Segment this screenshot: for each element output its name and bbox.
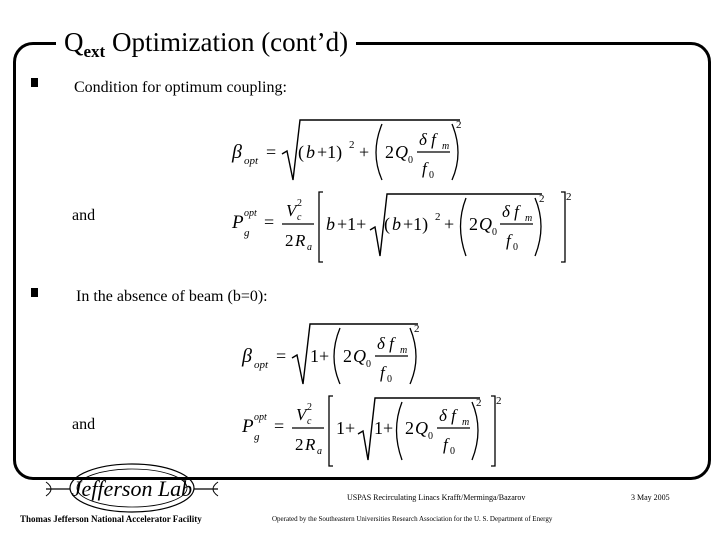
svg-text:opt: opt bbox=[244, 208, 257, 219]
svg-text:1+: 1+ bbox=[336, 418, 356, 438]
svg-text:b: b bbox=[392, 214, 401, 234]
svg-text:0: 0 bbox=[387, 374, 392, 385]
svg-text:0: 0 bbox=[429, 170, 434, 181]
svg-text:m: m bbox=[400, 345, 408, 356]
footer-date: 3 May 2005 bbox=[631, 493, 670, 502]
svg-text:0: 0 bbox=[450, 446, 455, 457]
svg-text:2: 2 bbox=[539, 193, 545, 205]
equation-power-opt-no-beam bbox=[240, 390, 510, 475]
svg-text:f: f bbox=[506, 231, 511, 250]
svg-text:2: 2 bbox=[285, 231, 294, 250]
svg-text:m: m bbox=[525, 213, 533, 224]
jefferson-lab-logo bbox=[42, 460, 222, 516]
bullet-marker-1 bbox=[31, 78, 38, 87]
svg-text:R: R bbox=[295, 231, 306, 250]
svg-text:2: 2 bbox=[307, 402, 312, 413]
bullet-marker-2 bbox=[31, 288, 38, 297]
svg-text:P: P bbox=[232, 212, 244, 233]
equation-beta-opt bbox=[230, 114, 470, 189]
svg-text:opt: opt bbox=[244, 155, 259, 167]
svg-text:(: ( bbox=[384, 214, 390, 234]
svg-text:0: 0 bbox=[492, 227, 497, 238]
svg-text:f: f bbox=[443, 435, 448, 454]
svg-text:2: 2 bbox=[435, 211, 441, 223]
svg-text:0: 0 bbox=[408, 155, 413, 166]
svg-text:0: 0 bbox=[513, 242, 518, 253]
svg-text:V: V bbox=[286, 201, 297, 220]
svg-text:g: g bbox=[254, 431, 260, 443]
and-label-1: and bbox=[72, 207, 96, 224]
equation-beta-opt-no-beam bbox=[240, 318, 430, 393]
svg-text:f: f bbox=[422, 159, 427, 178]
svg-text:δ f: δ f bbox=[502, 202, 519, 221]
title-subscript: ext bbox=[83, 42, 106, 61]
svg-text:+1): +1) bbox=[317, 142, 343, 162]
svg-text:c: c bbox=[297, 212, 302, 223]
svg-text:=: = bbox=[276, 346, 287, 366]
svg-text:2: 2 bbox=[496, 395, 502, 407]
svg-text:1+: 1+ bbox=[310, 346, 330, 366]
footer-operated-by: Operated by the Southeastern Universities Research Association for the U. S. Department of Energy bbox=[272, 515, 553, 523]
svg-text:2: 2 bbox=[297, 198, 302, 209]
svg-text:Jefferson Lab: Jefferson Lab bbox=[71, 476, 193, 501]
svg-text:2: 2 bbox=[343, 346, 352, 366]
svg-text:+: + bbox=[359, 142, 370, 162]
svg-text:2: 2 bbox=[566, 191, 572, 203]
svg-text:δ f: δ f bbox=[377, 334, 394, 353]
svg-text:b: b bbox=[306, 142, 315, 162]
svg-text:0: 0 bbox=[428, 431, 433, 442]
svg-text:Q: Q bbox=[415, 418, 428, 438]
svg-text:opt: opt bbox=[254, 359, 269, 371]
footer-course: USPAS Recirculating Linacs Krafft/Merminga/Bazarov bbox=[347, 493, 526, 502]
svg-text:P: P bbox=[242, 416, 254, 437]
slide-title bbox=[56, 26, 356, 68]
title-q: Q bbox=[64, 27, 84, 57]
and-label-2: and bbox=[72, 416, 96, 433]
footer-lab-name: Thomas Jefferson National Accelerator Facility bbox=[20, 514, 202, 524]
svg-text:R: R bbox=[305, 435, 316, 454]
svg-text:g: g bbox=[244, 227, 250, 239]
svg-text:Q: Q bbox=[395, 142, 408, 162]
svg-text:m: m bbox=[462, 417, 470, 428]
bullet-condition-text: Condition for optimum coupling: bbox=[74, 79, 287, 96]
svg-text:(: ( bbox=[298, 142, 304, 162]
svg-text:Q: Q bbox=[479, 214, 492, 234]
svg-text:2: 2 bbox=[349, 139, 355, 151]
equation-power-opt bbox=[230, 186, 570, 271]
svg-text:2: 2 bbox=[385, 142, 394, 162]
svg-text:=: = bbox=[264, 212, 275, 232]
title-rest: Optimization (cont’d) bbox=[105, 27, 349, 57]
svg-text:2: 2 bbox=[469, 214, 478, 234]
svg-text:=: = bbox=[274, 416, 285, 436]
svg-text:2: 2 bbox=[295, 435, 304, 454]
svg-text:+1): +1) bbox=[403, 214, 429, 234]
svg-text:2: 2 bbox=[456, 119, 462, 131]
bullet-beam-absent-text: In the absence of beam (b=0): bbox=[76, 288, 268, 305]
svg-text:2: 2 bbox=[405, 418, 414, 438]
svg-text:+1+: +1+ bbox=[337, 214, 367, 234]
svg-text:Q: Q bbox=[353, 346, 366, 366]
svg-text:δ f: δ f bbox=[439, 406, 456, 425]
svg-text:f: f bbox=[380, 363, 385, 382]
svg-text:a: a bbox=[307, 242, 312, 253]
svg-text:δ f: δ f bbox=[419, 130, 436, 149]
svg-text:2: 2 bbox=[414, 323, 420, 335]
svg-text:β: β bbox=[242, 345, 252, 367]
svg-text:c: c bbox=[307, 416, 312, 427]
svg-text:β: β bbox=[232, 141, 242, 163]
svg-text:V: V bbox=[296, 405, 307, 424]
svg-text:opt: opt bbox=[254, 412, 267, 423]
svg-text:2: 2 bbox=[476, 397, 482, 409]
svg-text:+: + bbox=[444, 214, 455, 234]
svg-text:a: a bbox=[317, 446, 322, 457]
svg-text:m: m bbox=[442, 141, 450, 152]
svg-text:0: 0 bbox=[366, 359, 371, 370]
svg-text:=: = bbox=[266, 142, 277, 162]
svg-text:b: b bbox=[326, 214, 335, 234]
svg-text:1+: 1+ bbox=[374, 418, 394, 438]
